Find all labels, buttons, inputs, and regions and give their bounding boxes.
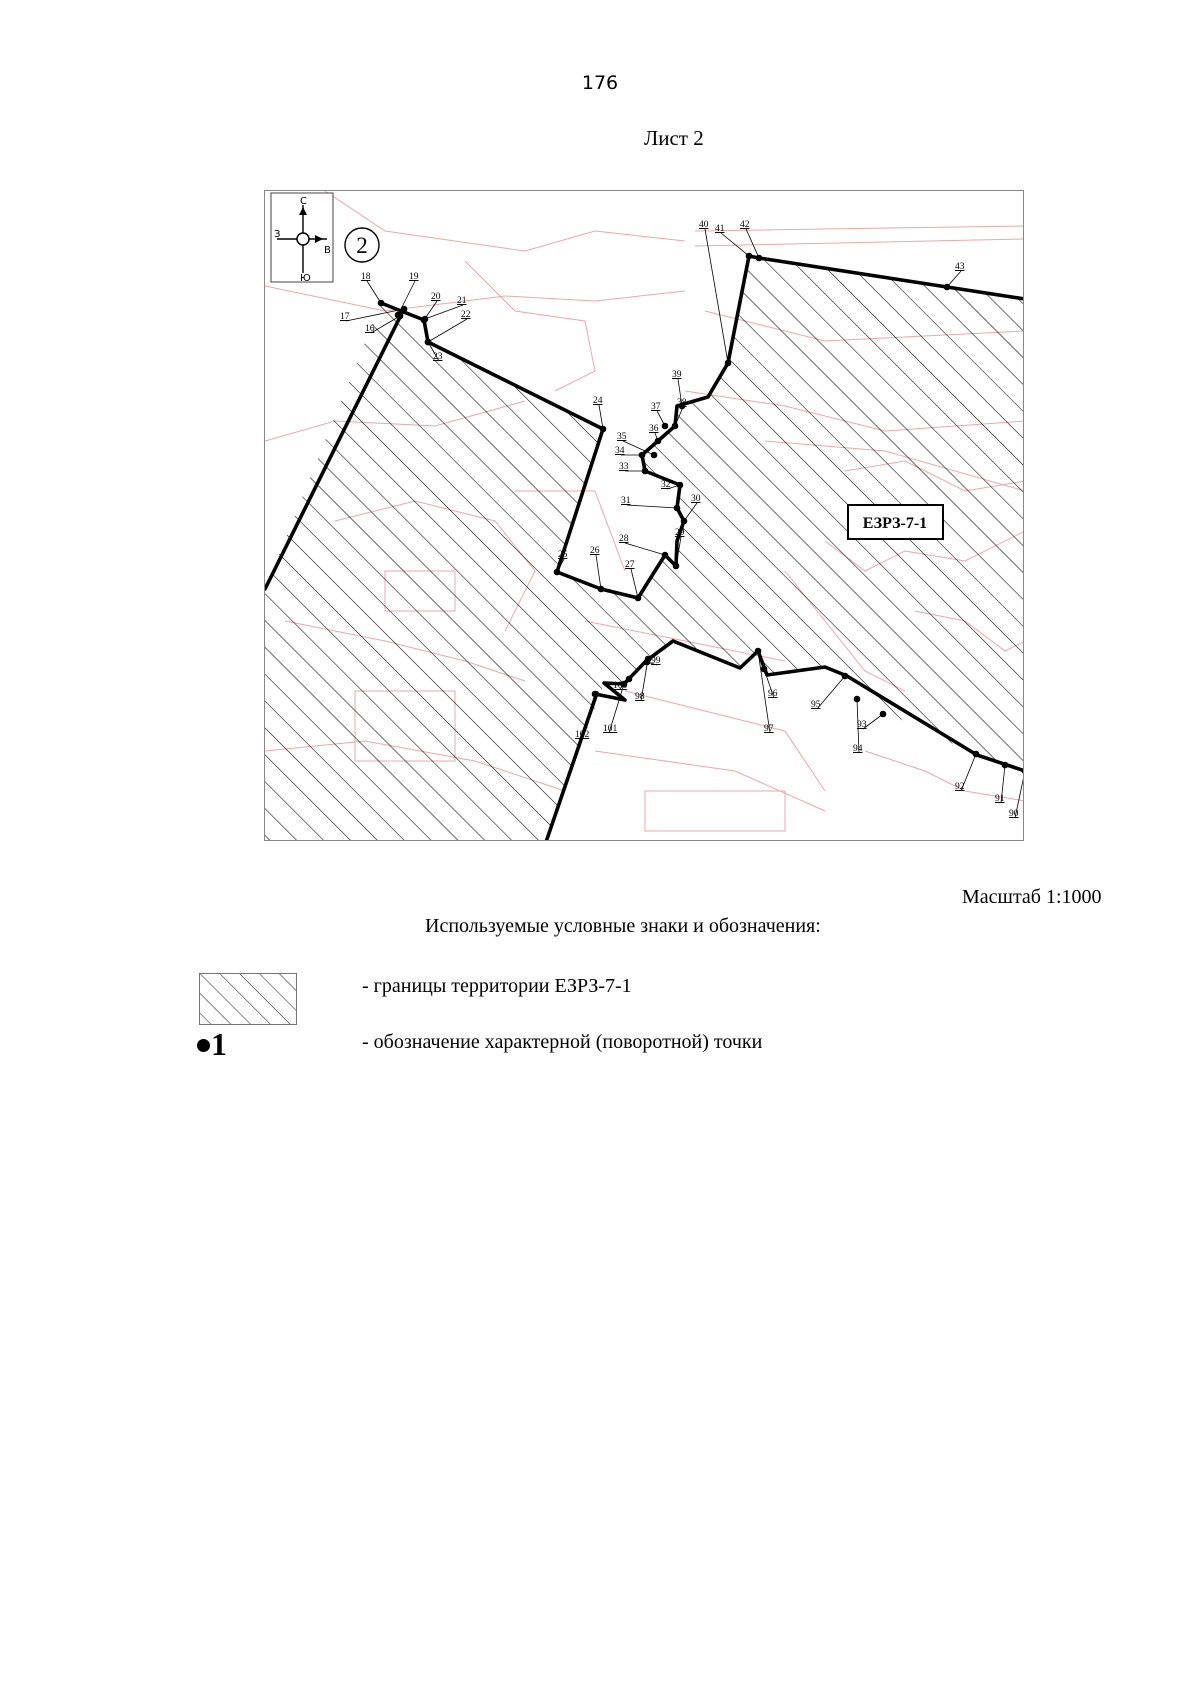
- point-label-19: 19: [409, 272, 419, 282]
- point-label-37: 37: [651, 402, 661, 412]
- point-label-20: 20: [431, 292, 441, 302]
- legend-point-label: 1: [211, 1026, 227, 1062]
- point-label-24: 24: [593, 396, 603, 406]
- point-label-40: 40: [699, 220, 709, 230]
- point-dot-icon: [197, 1039, 210, 1052]
- sheet-circle-label: 2: [356, 233, 368, 258]
- point-label-30: 30: [691, 494, 701, 504]
- point-label-18: 18: [361, 272, 371, 282]
- legend-hatch-text: - границы территории ЕЗРЗ-7-1: [362, 975, 632, 997]
- point-label-21: 21: [457, 296, 467, 306]
- point-label-17: 17: [340, 312, 350, 322]
- point-label-32: 32: [661, 480, 671, 490]
- point-label-38: 38: [677, 398, 687, 408]
- zone-label: ЕЗРЗ-7-1: [862, 515, 928, 532]
- zone-label-box: [848, 505, 943, 539]
- point-label-39: 39: [672, 370, 682, 380]
- point-label-99: 99: [651, 656, 661, 666]
- point-label-100: 100: [613, 681, 628, 691]
- legend-title: Используемые условные знаки и обозначения:: [425, 915, 821, 937]
- point-label-33: 33: [619, 462, 629, 472]
- sheet-title: Лист 2: [644, 126, 704, 150]
- north-arrow: [271, 193, 333, 284]
- point-label-97: 97: [764, 724, 774, 734]
- point-label-27: 27: [625, 560, 635, 570]
- point-label-43: 43: [955, 262, 965, 272]
- point-label-92: 92: [955, 782, 965, 792]
- point-label-28: 28: [619, 534, 629, 544]
- compass-east: В: [324, 245, 331, 256]
- point-label-34: 34: [615, 446, 625, 456]
- leader-95: [817, 676, 845, 709]
- point-label-25: 25: [558, 550, 568, 560]
- leader-40: [705, 229, 728, 363]
- leader-28: [625, 543, 665, 555]
- point-label-102: 102: [575, 730, 590, 740]
- legend-point-text: - обозначение характерной (поворотной) точки: [362, 1031, 763, 1053]
- point-label-26: 26: [590, 546, 600, 556]
- point-label-16: 16: [365, 324, 375, 334]
- point-label-41: 41: [715, 224, 725, 234]
- point-label-96: 96: [768, 689, 778, 699]
- point-label-31: 31: [621, 496, 631, 506]
- map-frame: [264, 190, 1024, 841]
- point-label-101: 101: [603, 724, 618, 734]
- compass-west: З: [274, 229, 281, 240]
- leader-21: [425, 305, 463, 319]
- compass-north: С: [300, 196, 307, 207]
- point-label-42: 42: [740, 220, 750, 230]
- leader-31: [627, 505, 677, 508]
- map-canvas: [265, 191, 1024, 841]
- point-label-22: 22: [461, 310, 471, 320]
- scale-text: Масштаб 1:1000: [962, 886, 1102, 908]
- compass-south: Ю: [300, 273, 311, 284]
- legend-hatch-symbol: [199, 973, 297, 1025]
- point-label-98: 98: [635, 692, 645, 702]
- point-label-90: 90: [1009, 809, 1019, 819]
- point-label-36: 36: [649, 424, 659, 434]
- point-label-91: 91: [995, 794, 1005, 804]
- point-label-94: 94: [853, 744, 863, 754]
- sheet-number-circle: [345, 228, 379, 262]
- legend-point-symbol: [197, 1028, 227, 1060]
- point-label-23: 23: [433, 352, 443, 362]
- point-label-95: 95: [811, 700, 821, 710]
- leader-27: [631, 569, 638, 598]
- leader-26: [596, 555, 601, 589]
- page-number: 176: [581, 72, 619, 94]
- leader-43: [947, 271, 961, 287]
- point-label-29: 29: [675, 528, 685, 538]
- leader-22: [428, 319, 467, 342]
- point-label-35: 35: [617, 432, 627, 442]
- leader-18: [367, 281, 381, 303]
- point-label-93: 93: [857, 720, 867, 730]
